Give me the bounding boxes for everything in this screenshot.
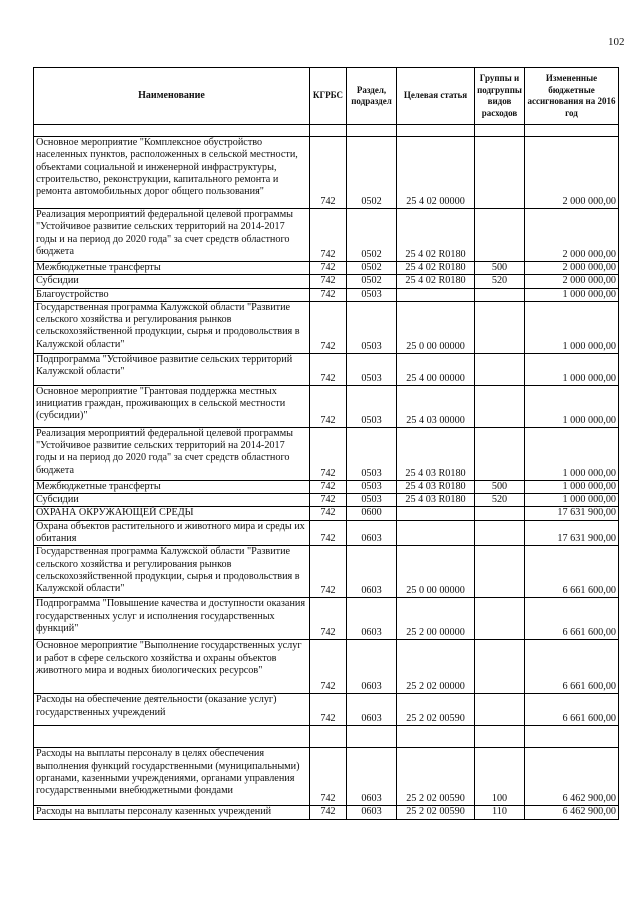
row-section: 0502	[347, 209, 397, 262]
table-row	[34, 546, 619, 598]
row-name: Подпрограмма "Повышение качества и доступности оказания государственных услуг и исполнения государственных функций"	[34, 598, 310, 640]
row-section: 0503	[347, 353, 397, 385]
row-kgrbs: 742	[310, 748, 347, 806]
row-name: Межбюджетные трансферты	[34, 262, 310, 275]
row-section: 0603	[347, 640, 397, 694]
row-target: 25 4 02 00000	[397, 137, 475, 209]
table-row	[34, 427, 619, 480]
row-name	[34, 726, 310, 748]
row-section: 0502	[347, 137, 397, 209]
row-section: 0503	[347, 494, 397, 507]
row-amount: 17 631 900,00	[525, 520, 619, 546]
header-groups: Группы и подгруппы видов расходов	[475, 68, 525, 125]
row-amount: 6 462 900,00	[525, 806, 619, 819]
row-section: 0603	[347, 748, 397, 806]
page-number: 102	[608, 36, 625, 48]
table-header-row	[34, 68, 619, 125]
row-amount	[525, 125, 619, 137]
row-name: Реализация мероприятий федеральной целевой программы "Устойчивое развитие сельских территорий на 2014-2017 годы и на период до 2020 года" за счет средств областного бюджета	[34, 209, 310, 262]
row-section: 0603	[347, 694, 397, 726]
row-target: 25 4 03 00000	[397, 385, 475, 427]
row-name: Расходы на выплаты персоналу казенных учреждений	[34, 806, 310, 819]
row-section: 0603	[347, 546, 397, 598]
row-group	[475, 546, 525, 598]
row-target: 25 2 00 00000	[397, 598, 475, 640]
row-amount: 1 000 000,00	[525, 385, 619, 427]
row-name: Субсидии	[34, 494, 310, 507]
row-amount: 6 661 600,00	[525, 694, 619, 726]
table-row	[34, 125, 619, 137]
row-amount: 1 000 000,00	[525, 427, 619, 480]
row-kgrbs: 742	[310, 427, 347, 480]
row-target: 25 2 02 00590	[397, 748, 475, 806]
row-kgrbs	[310, 125, 347, 137]
row-name: Основное мероприятие "Комплексное обустройство населенных пунктов, расположенных в сельской местности, объектами социальной и инженерной инфраструктуры, строительство, реконструкции, капитального ремонта и ремонта автомобильных дорог общего пользования"	[34, 137, 310, 209]
row-name	[34, 125, 310, 137]
row-group: 520	[475, 494, 525, 507]
row-group	[475, 288, 525, 301]
row-target: 25 4 03 R0180	[397, 480, 475, 493]
table-row	[34, 598, 619, 640]
row-section	[347, 726, 397, 748]
header-amount: Измененные бюджетные ассигнования на 2016 год	[525, 68, 619, 125]
row-kgrbs: 742	[310, 494, 347, 507]
row-target: 25 4 02 R0180	[397, 209, 475, 262]
header-section: Раздел, подраздел	[347, 68, 397, 125]
row-group	[475, 598, 525, 640]
row-amount: 6 462 900,00	[525, 748, 619, 806]
table-row	[34, 385, 619, 427]
row-amount: 1 000 000,00	[525, 301, 619, 353]
row-amount: 1 000 000,00	[525, 494, 619, 507]
row-section: 0503	[347, 427, 397, 480]
row-name: Охрана объектов растительного и животного мира и среды их обитания	[34, 520, 310, 546]
row-kgrbs: 742	[310, 520, 347, 546]
table-row	[34, 137, 619, 209]
row-kgrbs: 742	[310, 137, 347, 209]
row-kgrbs: 742	[310, 262, 347, 275]
row-section: 0603	[347, 806, 397, 819]
row-kgrbs: 742	[310, 598, 347, 640]
row-name: Субсидии	[34, 275, 310, 288]
row-amount: 1 000 000,00	[525, 480, 619, 493]
row-section	[347, 125, 397, 137]
row-kgrbs: 742	[310, 288, 347, 301]
table-row	[34, 480, 619, 493]
row-name: Реализация мероприятий федеральной целевой программы "Устойчивое развитие сельских территорий на 2014-2017 годы и на период до 2020 года" за счет средств областного бюджета	[34, 427, 310, 480]
row-kgrbs: 742	[310, 353, 347, 385]
table-row	[34, 640, 619, 694]
table-row	[34, 353, 619, 385]
row-target	[397, 520, 475, 546]
row-section: 0503	[347, 288, 397, 301]
row-group	[475, 385, 525, 427]
row-group	[475, 125, 525, 137]
row-name: Основное мероприятие "Грантовая поддержка местных инициатив граждан, проживающих в сельской местности (субсидии)"	[34, 385, 310, 427]
row-kgrbs: 742	[310, 806, 347, 819]
row-name: Подпрограмма "Устойчивое развитие сельских территорий Калужской области"	[34, 353, 310, 385]
row-group	[475, 209, 525, 262]
row-kgrbs: 742	[310, 385, 347, 427]
row-amount: 6 661 600,00	[525, 598, 619, 640]
row-name: Расходы на выплаты персоналу в целях обеспечения выполнения функций государственными (муниципальными) органами, казенными учреждениями, органами управления государственными внебюджетными фондами	[34, 748, 310, 806]
row-name: Государственная программа Калужской области "Развитие сельского хозяйства и регулирования рынков сельскохозяйственной продукции, сырья и продовольствия в Калужской области"	[34, 301, 310, 353]
row-target: 25 4 03 R0180	[397, 427, 475, 480]
row-kgrbs	[310, 726, 347, 748]
row-name: Государственная программа Калужской области "Развитие сельского хозяйства и регулирования рынков сельскохозяйственной продукции, сырья и продовольствия в Калужской области"	[34, 546, 310, 598]
row-group	[475, 301, 525, 353]
row-section: 0600	[347, 507, 397, 520]
row-kgrbs: 742	[310, 209, 347, 262]
row-amount: 2 000 000,00	[525, 275, 619, 288]
row-amount: 1 000 000,00	[525, 353, 619, 385]
row-section: 0503	[347, 385, 397, 427]
row-target	[397, 507, 475, 520]
row-target: 25 4 03 R0180	[397, 494, 475, 507]
table-row	[34, 494, 619, 507]
row-target: 25 4 02 R0180	[397, 262, 475, 275]
row-target: 25 2 02 00590	[397, 806, 475, 819]
row-group: 500	[475, 480, 525, 493]
row-amount: 2 000 000,00	[525, 262, 619, 275]
header-kgrbs: КГРБС	[310, 68, 347, 125]
row-target: 25 4 00 00000	[397, 353, 475, 385]
row-group: 100	[475, 748, 525, 806]
row-kgrbs: 742	[310, 546, 347, 598]
row-group	[475, 353, 525, 385]
row-section: 0503	[347, 301, 397, 353]
row-target	[397, 125, 475, 137]
row-group	[475, 694, 525, 726]
header-target: Целевая статья	[397, 68, 475, 125]
table-row	[34, 288, 619, 301]
row-amount	[525, 726, 619, 748]
row-section: 0502	[347, 275, 397, 288]
table-row	[34, 806, 619, 819]
row-kgrbs: 742	[310, 694, 347, 726]
table-row	[34, 275, 619, 288]
row-group	[475, 427, 525, 480]
row-group	[475, 507, 525, 520]
row-section: 0502	[347, 262, 397, 275]
row-kgrbs: 742	[310, 640, 347, 694]
row-name: ОХРАНА ОКРУЖАЮЩЕЙ СРЕДЫ	[34, 507, 310, 520]
row-group: 520	[475, 275, 525, 288]
row-name: Расходы на обеспечение деятельности (оказание услуг) государственных учреждений	[34, 694, 310, 726]
row-group	[475, 726, 525, 748]
table-row	[34, 520, 619, 546]
row-target: 25 0 00 00000	[397, 546, 475, 598]
table-row	[34, 748, 619, 806]
row-target: 25 0 00 00000	[397, 301, 475, 353]
row-amount: 1 000 000,00	[525, 288, 619, 301]
row-name: Благоустройство	[34, 288, 310, 301]
row-name: Основное мероприятие "Выполнение государственных услуг и работ в сфере сельского хозяйства и охраны объектов животного мира и водных биологических ресурсов"	[34, 640, 310, 694]
row-target: 25 2 02 00590	[397, 694, 475, 726]
row-target	[397, 726, 475, 748]
row-target: 25 4 02 R0180	[397, 275, 475, 288]
row-kgrbs: 742	[310, 301, 347, 353]
table-row	[34, 209, 619, 262]
row-group	[475, 640, 525, 694]
row-target: 25 2 02 00000	[397, 640, 475, 694]
row-kgrbs: 742	[310, 480, 347, 493]
row-section: 0603	[347, 598, 397, 640]
row-target	[397, 288, 475, 301]
table-row	[34, 301, 619, 353]
row-name: Межбюджетные трансферты	[34, 480, 310, 493]
row-section: 0603	[347, 520, 397, 546]
table-row	[34, 262, 619, 275]
table-row	[34, 694, 619, 726]
row-group: 110	[475, 806, 525, 819]
row-group	[475, 520, 525, 546]
header-name: Наименование	[34, 68, 310, 125]
budget-table	[33, 67, 619, 820]
row-group: 500	[475, 262, 525, 275]
row-amount: 6 661 600,00	[525, 640, 619, 694]
row-amount: 2 000 000,00	[525, 137, 619, 209]
row-group	[475, 137, 525, 209]
table-row	[34, 507, 619, 520]
row-kgrbs: 742	[310, 507, 347, 520]
row-amount: 17 631 900,00	[525, 507, 619, 520]
table-row	[34, 726, 619, 748]
row-kgrbs: 742	[310, 275, 347, 288]
row-amount: 6 661 600,00	[525, 546, 619, 598]
row-section: 0503	[347, 480, 397, 493]
row-amount: 2 000 000,00	[525, 209, 619, 262]
